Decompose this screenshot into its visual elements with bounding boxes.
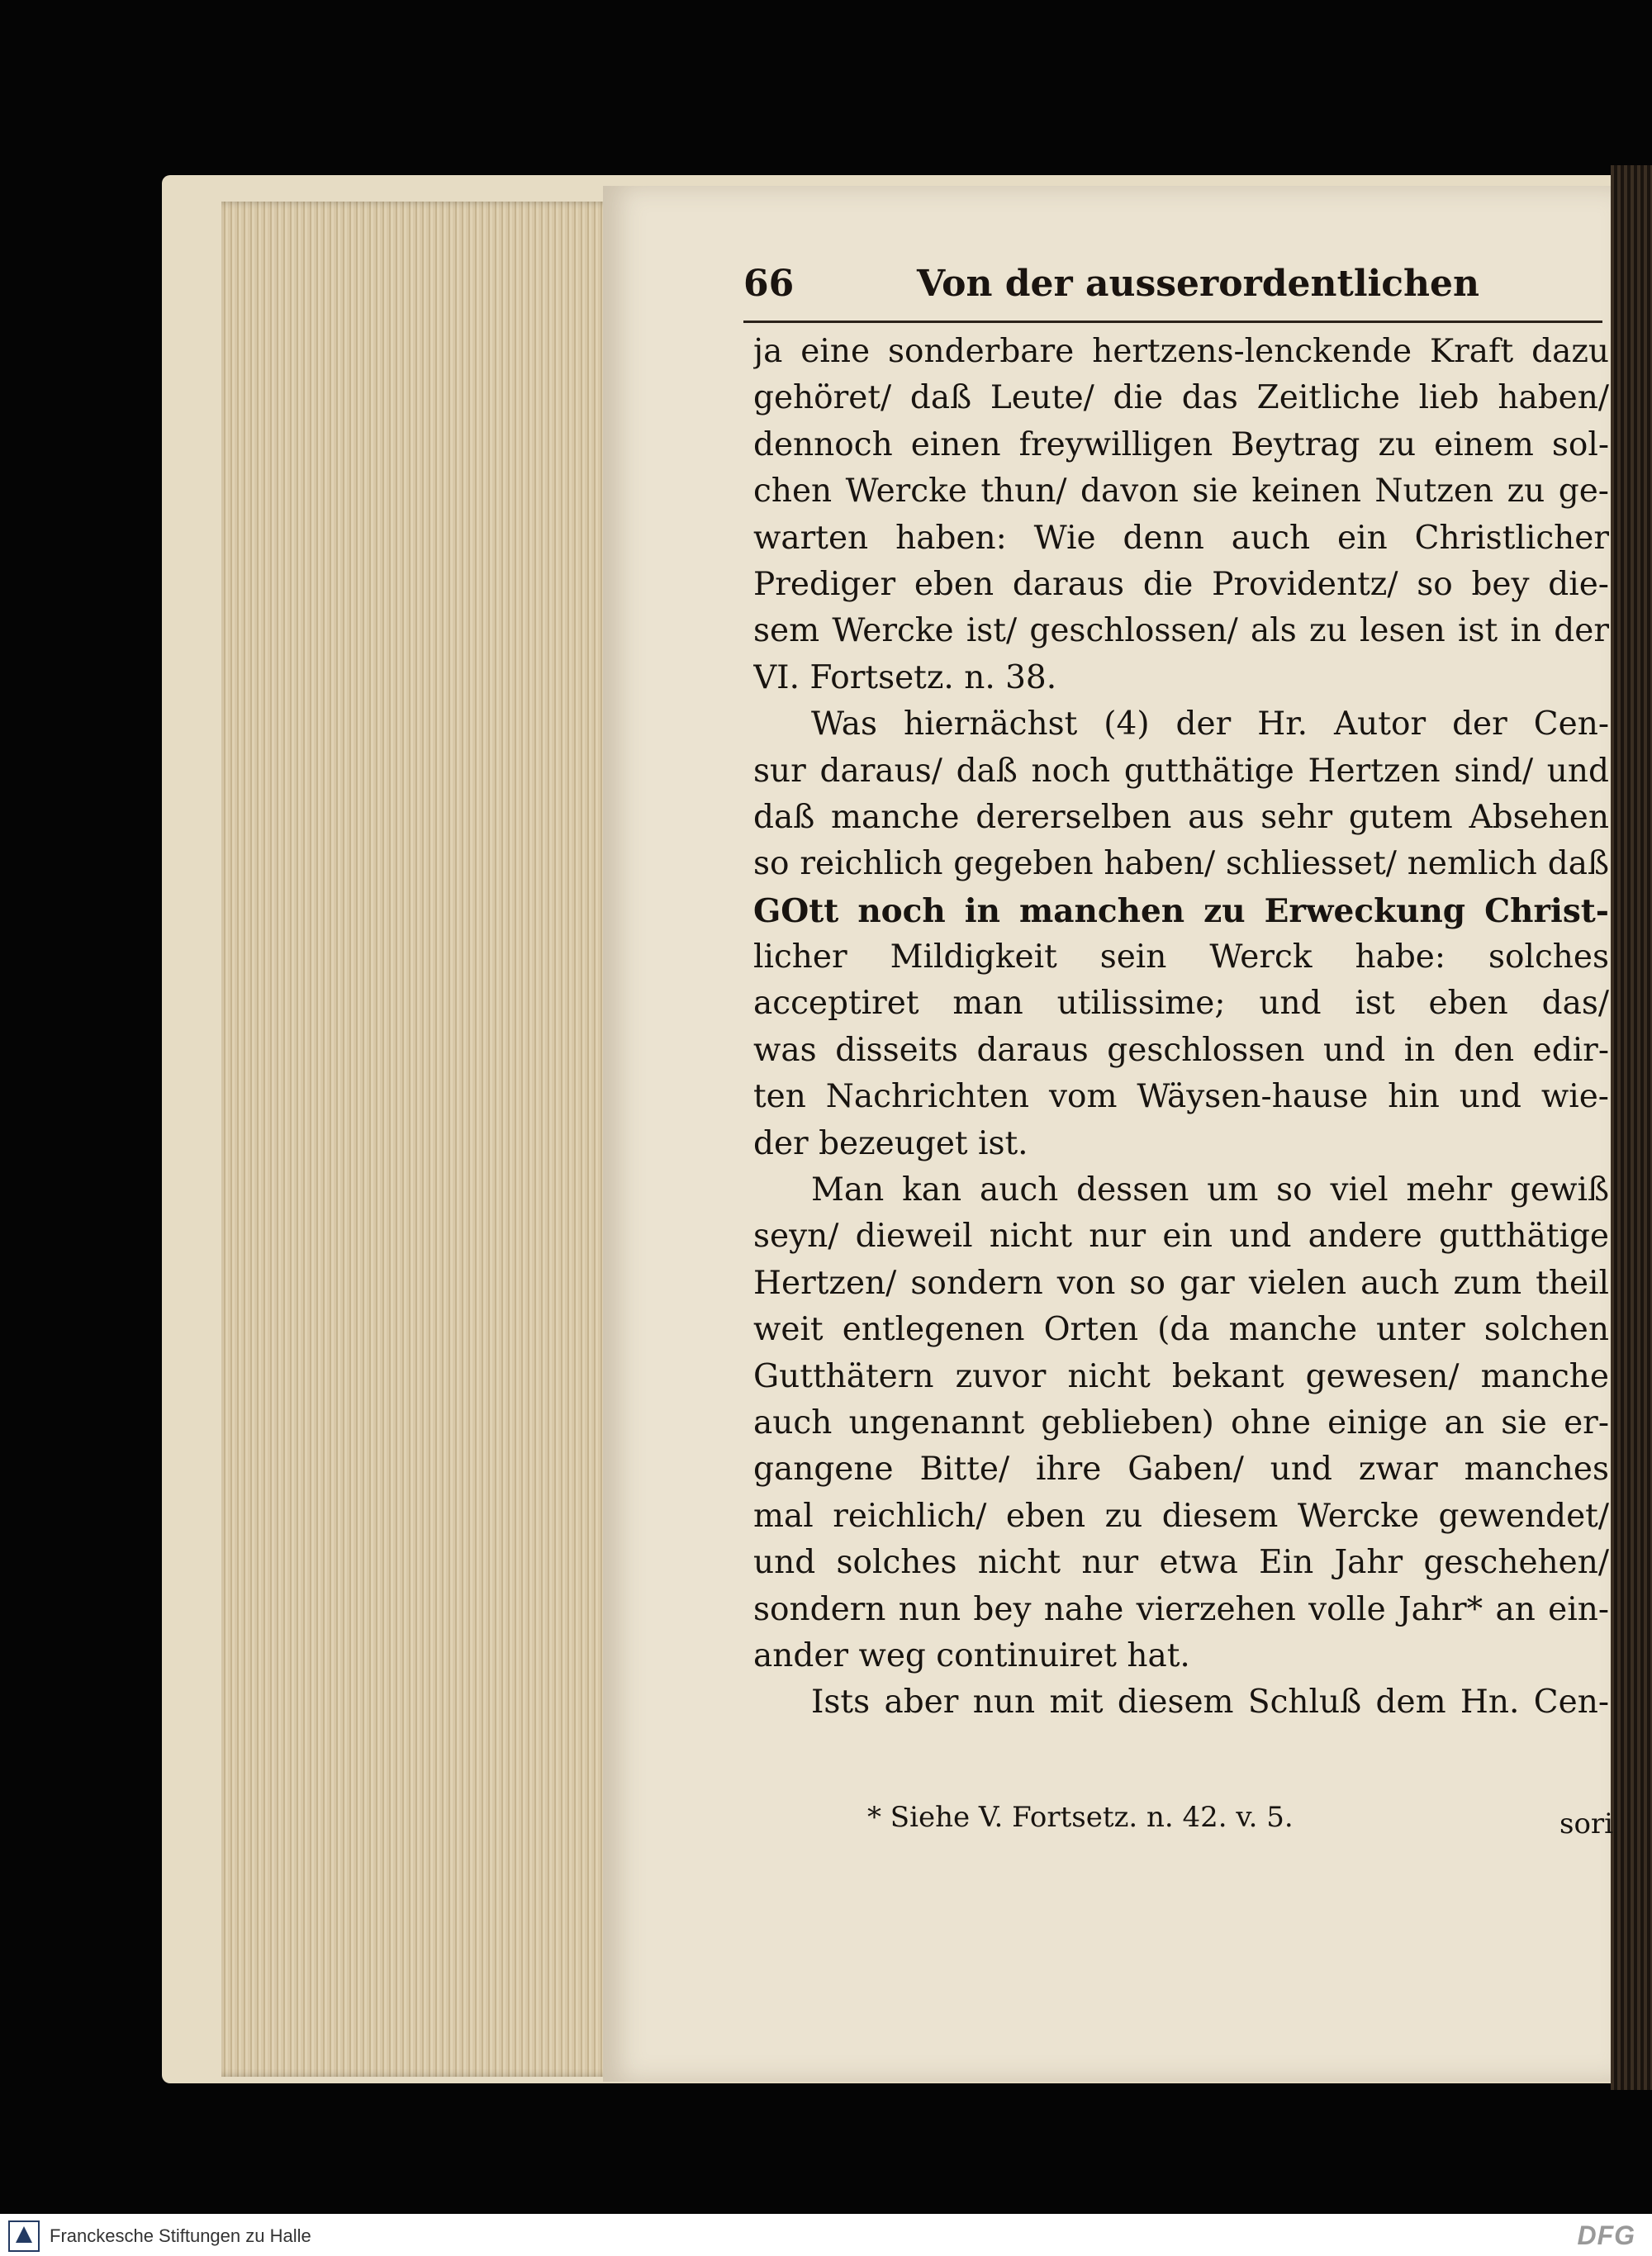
body-text <box>753 329 1609 1726</box>
text-line: ander weg continuiret hat. <box>753 1636 1190 1674</box>
text-line: so reichlich gegeben haben/ schliesset/ nemlich daß <box>753 845 1609 883</box>
facing-page-edge <box>1611 165 1652 2090</box>
text-line: Man kan auch dessen um so viel mehr gewiß <box>811 1171 1609 1209</box>
text-line: gangene Bitte/ ihre Gaben/ und zwar manches <box>753 1451 1609 1489</box>
running-head-title: Von der ausserordentlichen <box>917 263 1480 305</box>
text-line: daß manche dererselben aus sehr gutem Absehen <box>753 798 1609 836</box>
viewer-footer <box>0 2214 1652 2256</box>
text-line: der bezeuget ist. <box>753 1124 1028 1162</box>
text-line: Was hiernächst (4) der Hr. Autor der Cen- <box>811 705 1609 743</box>
text-line: weit entlegenen Orten (da manche unter solchen <box>753 1311 1609 1349</box>
text-line: sem Wercke ist/ geschlossen/ als zu lesen ist in der <box>753 612 1609 650</box>
footnote: * Siehe V. Fortsetz. n. 42. v. 5. <box>867 1801 1294 1834</box>
page-number: 66 <box>743 263 795 305</box>
text-line: dennoch einen freywilligen Beytrag zu einem sol- <box>753 425 1609 463</box>
institution-name: Franckesche Stiftungen zu Halle <box>50 2225 311 2246</box>
text-line: chen Wercke thun/ davon sie keinen Nutzen zu ge- <box>753 473 1609 511</box>
text-line: seyn/ dieweil nicht nur ein und andere gutthätige <box>753 1218 1609 1256</box>
page-fore-edge <box>221 202 618 2077</box>
header-rule <box>743 321 1602 323</box>
text-line: acceptiret man utilissime; und ist eben das/ <box>753 985 1609 1023</box>
running-head <box>743 263 1602 312</box>
text-line: auch ungenannt geblieben) ohne einige an sie er- <box>753 1403 1609 1441</box>
text-line: Gutthätern zuvor nicht bekant gewesen/ manche <box>753 1357 1609 1395</box>
logo-mark-icon <box>16 2226 32 2243</box>
text-line: Ists aber nun mit diesem Schluß dem Hn. Cen- <box>811 1684 1609 1722</box>
text-line: mal reichlich/ eben zu diesem Wercke gewendet/ <box>753 1497 1609 1535</box>
text-line: gehöret/ daß Leute/ die das Zeitliche lieb haben/ <box>753 379 1609 417</box>
text-line: VI. Fortsetz. n. 38. <box>753 658 1057 696</box>
text-line: sur daraus/ daß noch gutthätige Hertzen sind/ und <box>753 752 1609 790</box>
text-line: ja eine sonderbare hertzens-lenckende Kraft dazu <box>753 333 1609 370</box>
text-line: Prediger eben daraus die Providentz/ so bey die- <box>753 565 1609 603</box>
text-line: warten haben: Wie denn auch ein Christlicher <box>753 519 1609 557</box>
text-line: was disseits daraus geschlossen und in den edir- <box>753 1031 1609 1069</box>
text-line: Hertzen/ sondern von so gar vielen auch zum theil <box>753 1264 1609 1302</box>
text-line: licher Mildigkeit sein Werck habe: solches <box>753 938 1609 976</box>
dfg-logo: DFG <box>1577 2220 1635 2250</box>
catchword: sori <box>1559 1807 1614 1840</box>
institution-logo <box>8 2220 40 2252</box>
text-line: und solches nicht nur etwa Ein Jahr geschehen/ <box>753 1544 1609 1582</box>
text-line: GOtt noch in manchen zu Erweckung Christ- <box>753 891 1609 930</box>
text-line: ten Nachrichten vom Wäysen-hause hin und wie- <box>753 1078 1609 1116</box>
text-line: sondern nun bey nahe vierzehen volle Jahr* an ein- <box>753 1590 1609 1628</box>
